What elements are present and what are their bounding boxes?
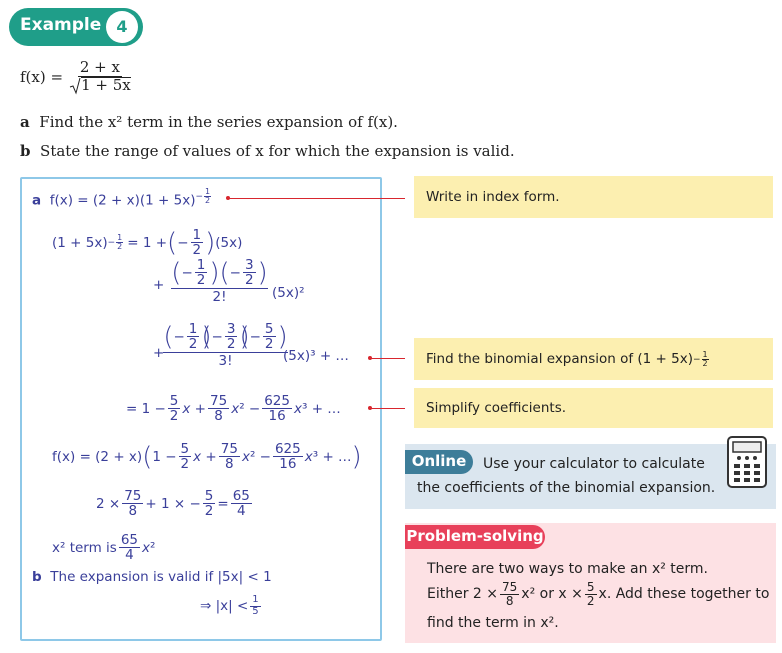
question-part-b	[20, 142, 515, 160]
solution-line-2: (1 + 5x) − $\frac{1}{2}$ = 1 + ( − $\frac{1}{2}$ ) (5x)	[52, 227, 243, 259]
solution-term-3-power: (5x)²	[272, 285, 305, 301]
solution-part-b: b The expansion is valid if |5x| < 1	[32, 569, 272, 585]
note-binomial: Find the binomial expansion of (1 + 5x) − $\frac{1}{2}$	[414, 338, 773, 380]
function-numerator: 2 + x	[79, 58, 120, 76]
solution-simplified: = 1 − $\frac{5}{2}$ x + $\frac{75}{8}$ x ² − $\frac{625}{16}$ x ³ + …	[126, 393, 341, 425]
solution-term-4-power: (5x)³ + …	[283, 348, 349, 364]
function-name: f(x) =	[20, 68, 64, 87]
question-part-a	[20, 113, 398, 131]
note-index-form: Write in index form.	[414, 176, 773, 218]
solution-term-4-plus: +	[153, 345, 165, 361]
function-denominator: 1 + 5x	[67, 77, 133, 95]
question-function	[20, 60, 135, 95]
example-label: Example	[20, 15, 102, 35]
online-line-1: Use your calculator to calculate	[483, 456, 705, 472]
solution-b-letter: b	[32, 569, 42, 585]
solution-term-4: ( − $\frac{1}{2}$ )( − $\frac{3}{2}$ )( − $\frac{5}{2}$ ) 3!	[163, 321, 288, 370]
solution-calc: 2 × $\frac{75}{8}$ + 1 × − $\frac{5}{2}$ = $\frac{65}{4}$	[96, 488, 250, 520]
solution-fx-line: f(x) = (2 + x) ( 1 − $\frac{5}{2}$ x + $\frac{75}{8}$ x ² − $\frac{625}{16}$ x ³ + … )	[52, 441, 362, 473]
problem-solving-line-1: There are two ways to make an x² term.	[427, 561, 708, 577]
online-line-2: the coefficients of the binomial expansion.	[417, 480, 716, 496]
note-simplify: Simplify coefficients.	[414, 388, 773, 428]
sqrt-icon	[69, 77, 81, 95]
leader-line-1	[228, 198, 405, 199]
calculator-icon	[727, 436, 767, 488]
solution-part-b-result: ⇒ |x| < $\frac{1}{5}$	[200, 594, 259, 617]
function-fraction	[67, 60, 133, 95]
solution-a-letter: a	[32, 192, 42, 209]
part-b-letter: b	[20, 142, 31, 160]
part-b-text: State the range of values of x for which the expansion is valid.	[40, 142, 515, 160]
problem-solving-tag: Problem-solving	[405, 525, 545, 549]
part-a-letter: a	[20, 113, 30, 131]
example-number: 4	[106, 11, 138, 43]
solution-term-3: ( − $\frac{1}{2}$ )( − $\frac{3}{2}$ ) 2!	[171, 257, 268, 306]
online-tag: Online	[405, 450, 473, 474]
problem-solving-line-2: Either 2 × $\frac{75}{8}$ x² or x × $\frac{5}{2}$ x. Add these together to	[427, 580, 770, 608]
solution-term-3-plus: +	[153, 277, 165, 293]
leader-line-2	[370, 358, 405, 359]
solution-line-1: a $f(x) = (2 + x)(1 + 5x)^{- \frac{1}{2}}$	[32, 187, 211, 209]
problem-solving-line-3: find the term in x².	[427, 615, 559, 631]
part-a-text: Find the x² term in the series expansion of f(x).	[39, 113, 398, 131]
solution-x2-term: x² term is $\frac{65}{4}$ x ²	[52, 532, 156, 564]
leader-line-3	[370, 408, 405, 409]
